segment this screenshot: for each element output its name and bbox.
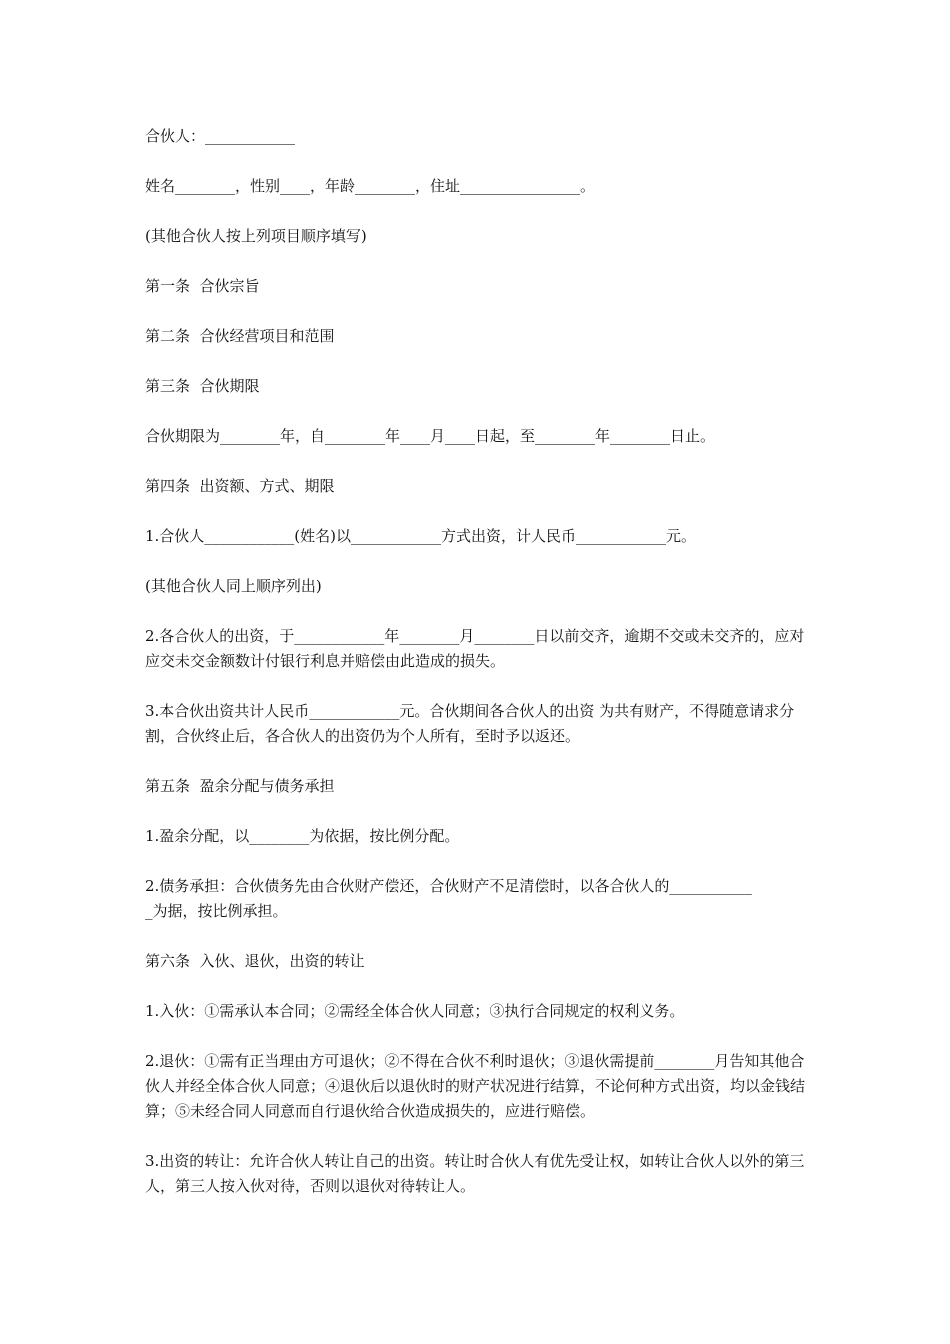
other-partners-note: (其他合伙人按上列项目顺序填写) bbox=[145, 227, 367, 245]
debt-clause-2: 2.债务承担：合伙债务先由合伙财产偿还，合伙财产不足清偿时，以各合伙人的___________ _为据，按比例承担。 bbox=[145, 877, 752, 920]
article-6-heading: 第六条 入伙、退伙，出资的转让 bbox=[145, 952, 365, 970]
contribution-clause-3: 3.本合伙出资共计人民币____________元。合伙期间各合伙人的出资 为共有财产，不得随意请求分割，合伙终止后，各合伙人的出资仍为个人所有，至时予以返还。 bbox=[145, 702, 795, 745]
profit-clause-1: 1.盈余分配，以________为依据，按比例分配。 bbox=[145, 827, 460, 845]
article-4-heading: 第四条 出资额、方式、期限 bbox=[145, 477, 335, 495]
article-3-heading: 第三条 合伙期限 bbox=[145, 377, 260, 395]
article-1-heading: 第一条 合伙宗旨 bbox=[145, 277, 260, 295]
contribution-clause-1: 1.合伙人____________(姓名)以____________方式出资，计人民币____________元。 bbox=[145, 527, 697, 545]
other-partners-list-note: (其他合伙人同上顺序列出) bbox=[145, 577, 322, 595]
article-2-heading: 第二条 合伙经营项目和范围 bbox=[145, 327, 335, 345]
article-5-heading: 第五条 盈余分配与债务承担 bbox=[145, 777, 335, 795]
contribution-clause-2: 2.各合伙人的出资，于____________年________月________日以前交齐，逾期不交或未交齐的，应对应交未交金额数计付银行利息并赔偿由此造成的损失。 bbox=[145, 627, 805, 670]
withdrawal-clause-2: 2.退伙：①需有正当理由方可退伙；②不得在合伙不利时退伙；③退伙需提前________月告知其他合伙人并经全体合伙人同意；④退伙后以退伙时的财产状况进行结算，不论何种方式出资，均以金钱结算；⑤未经合同人同意而自行退伙给合伙造成损失的，应进行赔偿。 bbox=[145, 1052, 806, 1120]
transfer-clause-3: 3.出资的转让：允许合伙人转让自己的出资。转让时合伙人有优先受让权，如转让合伙人以外的第三人，第三人按入伙对待，否则以退伙对待转让人。 bbox=[145, 1152, 805, 1195]
partner-details-line: 姓名________，性别____，年龄________，住址________________。 bbox=[145, 177, 596, 195]
admission-clause-1: 1.入伙：①需承认本合同；②需经全体合伙人同意；③执行合同规定的权利义务。 bbox=[145, 1002, 685, 1020]
document-body bbox=[145, 124, 810, 1224]
partner-line: 合伙人：____________ bbox=[145, 127, 296, 145]
term-paragraph: 合伙期限为________年，自________年____月____日起，至________年________日止。 bbox=[145, 427, 716, 445]
